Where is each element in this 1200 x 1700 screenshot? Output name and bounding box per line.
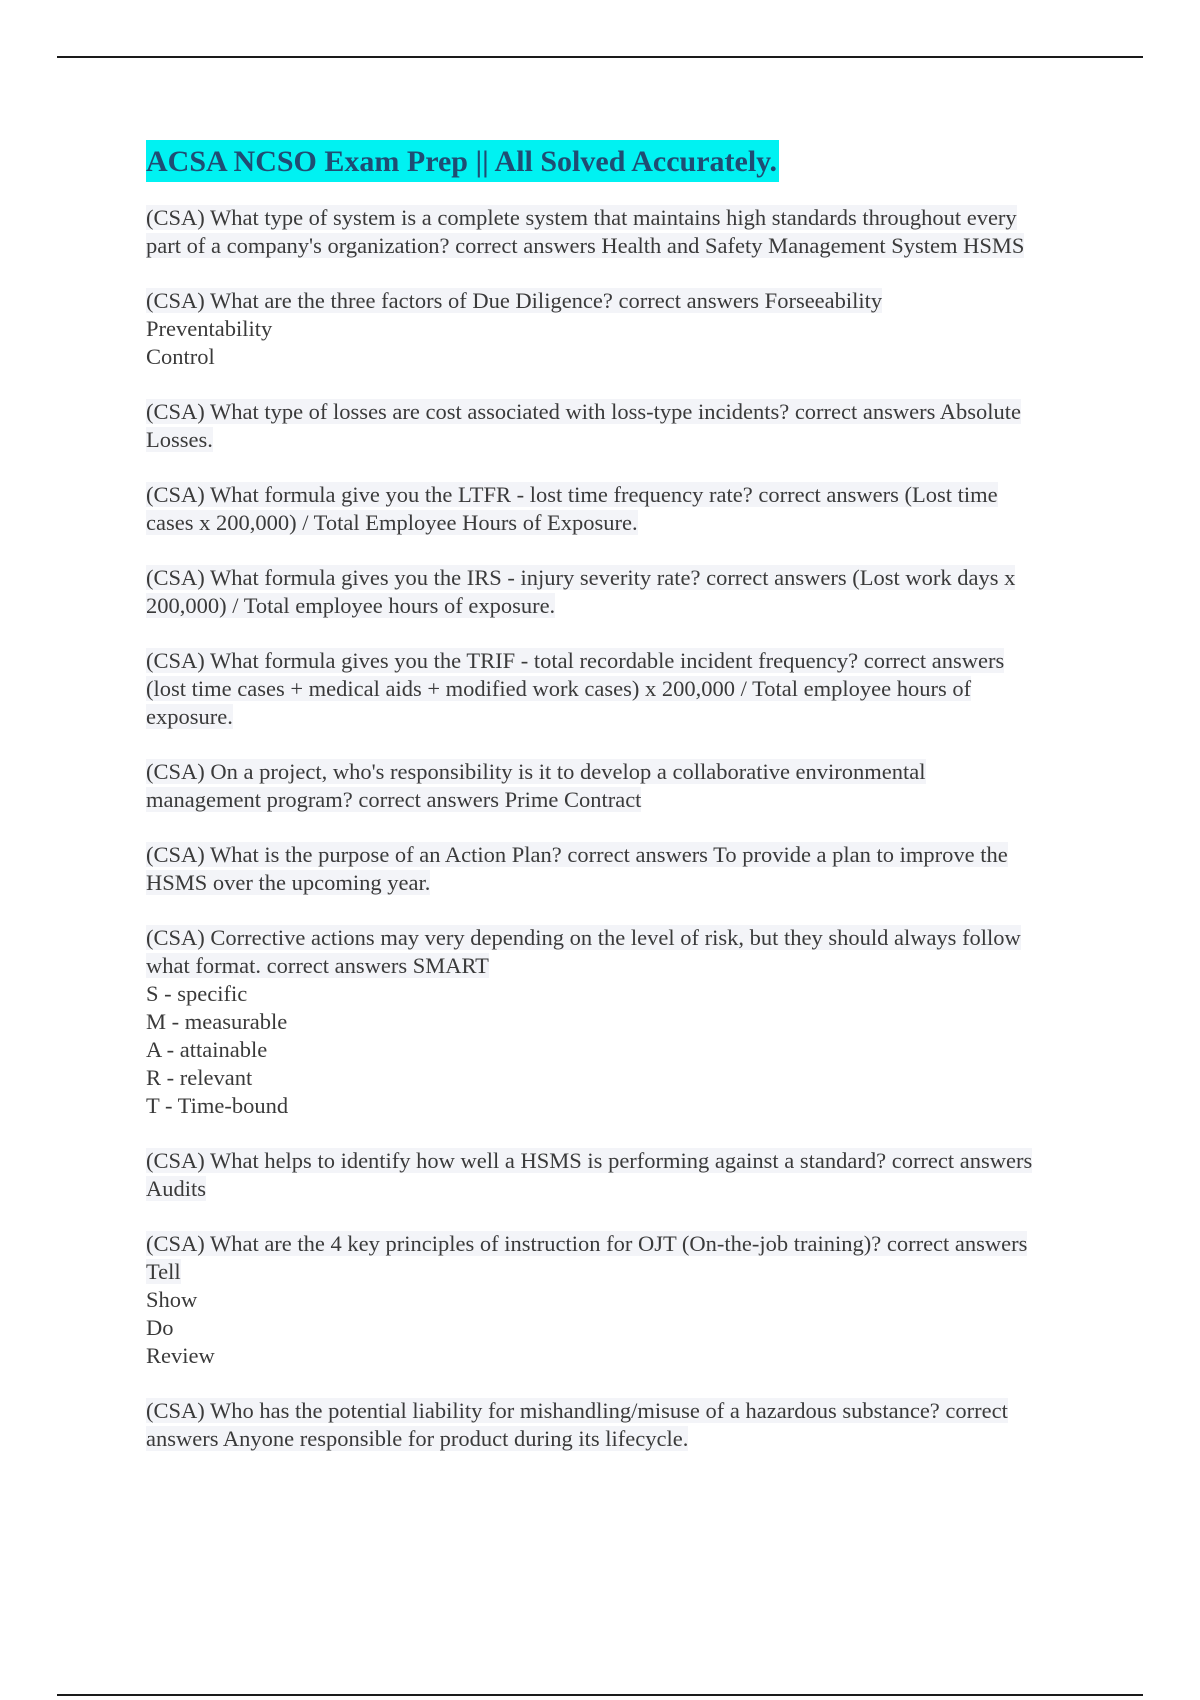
qa-question	[146, 1397, 1046, 1453]
qa-item	[146, 287, 1046, 371]
qa-question-text: (CSA) On a project, who's responsibility is it to develop a collaborative environmental management program? correct answers Prime Contract	[146, 759, 926, 812]
qa-question-text: (CSA) What formula give you the LTFR - lost time frequency rate? correct answers (Lost time cases x 200,000) / Total Employee Hours of Exposure.	[146, 482, 998, 535]
qa-question	[146, 841, 1046, 897]
qa-question-text: (CSA) What helps to identify how well a HSMS is performing against a standard? correct answers Audits	[146, 1148, 1033, 1201]
qa-question	[146, 1147, 1046, 1203]
qa-answer-line: M - measurable	[146, 1009, 288, 1034]
qa-question	[146, 758, 1046, 814]
qa-answer-line: A - attainable	[146, 1037, 268, 1062]
document-body	[146, 140, 1046, 1480]
qa-item	[146, 841, 1046, 897]
qa-item	[146, 1397, 1046, 1453]
qa-list	[146, 204, 1046, 1453]
qa-question-text: (CSA) What formula gives you the TRIF - total recordable incident frequency? correct answers (lost time cases + medical aids + modified work cases) x 200,000 / Total employee hours of exposure.	[146, 648, 1005, 729]
qa-question-text: (CSA) What is the purpose of an Action Plan? correct answers To provide a plan to improve the HSMS over the upcoming year.	[146, 842, 1008, 895]
qa-question-text: (CSA) Corrective actions may very depending on the level of risk, but they should always follow what format. correct answers SMART	[146, 925, 1021, 978]
qa-question	[146, 1230, 1046, 1286]
qa-answer-line: T - Time-bound	[146, 1093, 289, 1118]
qa-question-text: (CSA) What type of losses are cost associated with loss-type incidents? correct answers Absolute Losses.	[146, 399, 1021, 452]
qa-question-text: (CSA) What formula gives you the IRS - injury severity rate? correct answers (Lost work days x 200,000) / Total employee hours of exposure.	[146, 565, 1016, 618]
qa-question	[146, 924, 1046, 980]
qa-answer-line: Show	[146, 1287, 198, 1312]
qa-answer-line: Control	[146, 344, 215, 369]
qa-question	[146, 398, 1046, 454]
qa-answer-line: S - specific	[146, 981, 248, 1006]
qa-question-text: (CSA) Who has the potential liability for mishandling/misuse of a hazardous substance? correct answers Anyone responsible for product during its lifecycle.	[146, 1398, 1008, 1451]
qa-question	[146, 481, 1046, 537]
qa-question-text: (CSA) What type of system is a complete system that maintains high standards throughout every part of a company's organization? correct answers Health and Safety Management System HSMS	[146, 205, 1025, 258]
top-rule	[57, 56, 1143, 58]
qa-answer-line: R - relevant	[146, 1065, 253, 1090]
qa-question	[146, 647, 1046, 731]
qa-item	[146, 398, 1046, 454]
qa-answer-line: Preventability	[146, 316, 273, 341]
qa-question-text: (CSA) What are the three factors of Due Diligence? correct answers Forseeability	[146, 288, 883, 313]
qa-item	[146, 204, 1046, 260]
qa-item	[146, 924, 1046, 1120]
qa-item	[146, 1147, 1046, 1203]
document-title: ACSA NCSO Exam Prep || All Solved Accurately.	[146, 140, 779, 182]
qa-question	[146, 204, 1046, 260]
qa-item	[146, 481, 1046, 537]
qa-item	[146, 564, 1046, 620]
qa-item	[146, 1230, 1046, 1370]
qa-item	[146, 647, 1046, 731]
bottom-rule	[57, 1694, 1143, 1696]
qa-item	[146, 758, 1046, 814]
qa-question	[146, 564, 1046, 620]
qa-answer-line: Do	[146, 1315, 174, 1340]
qa-question-text: (CSA) What are the 4 key principles of instruction for OJT (On-the-job training)? correct answers Tell	[146, 1231, 1028, 1284]
qa-question	[146, 287, 1046, 315]
qa-answer-line: Review	[146, 1343, 215, 1368]
